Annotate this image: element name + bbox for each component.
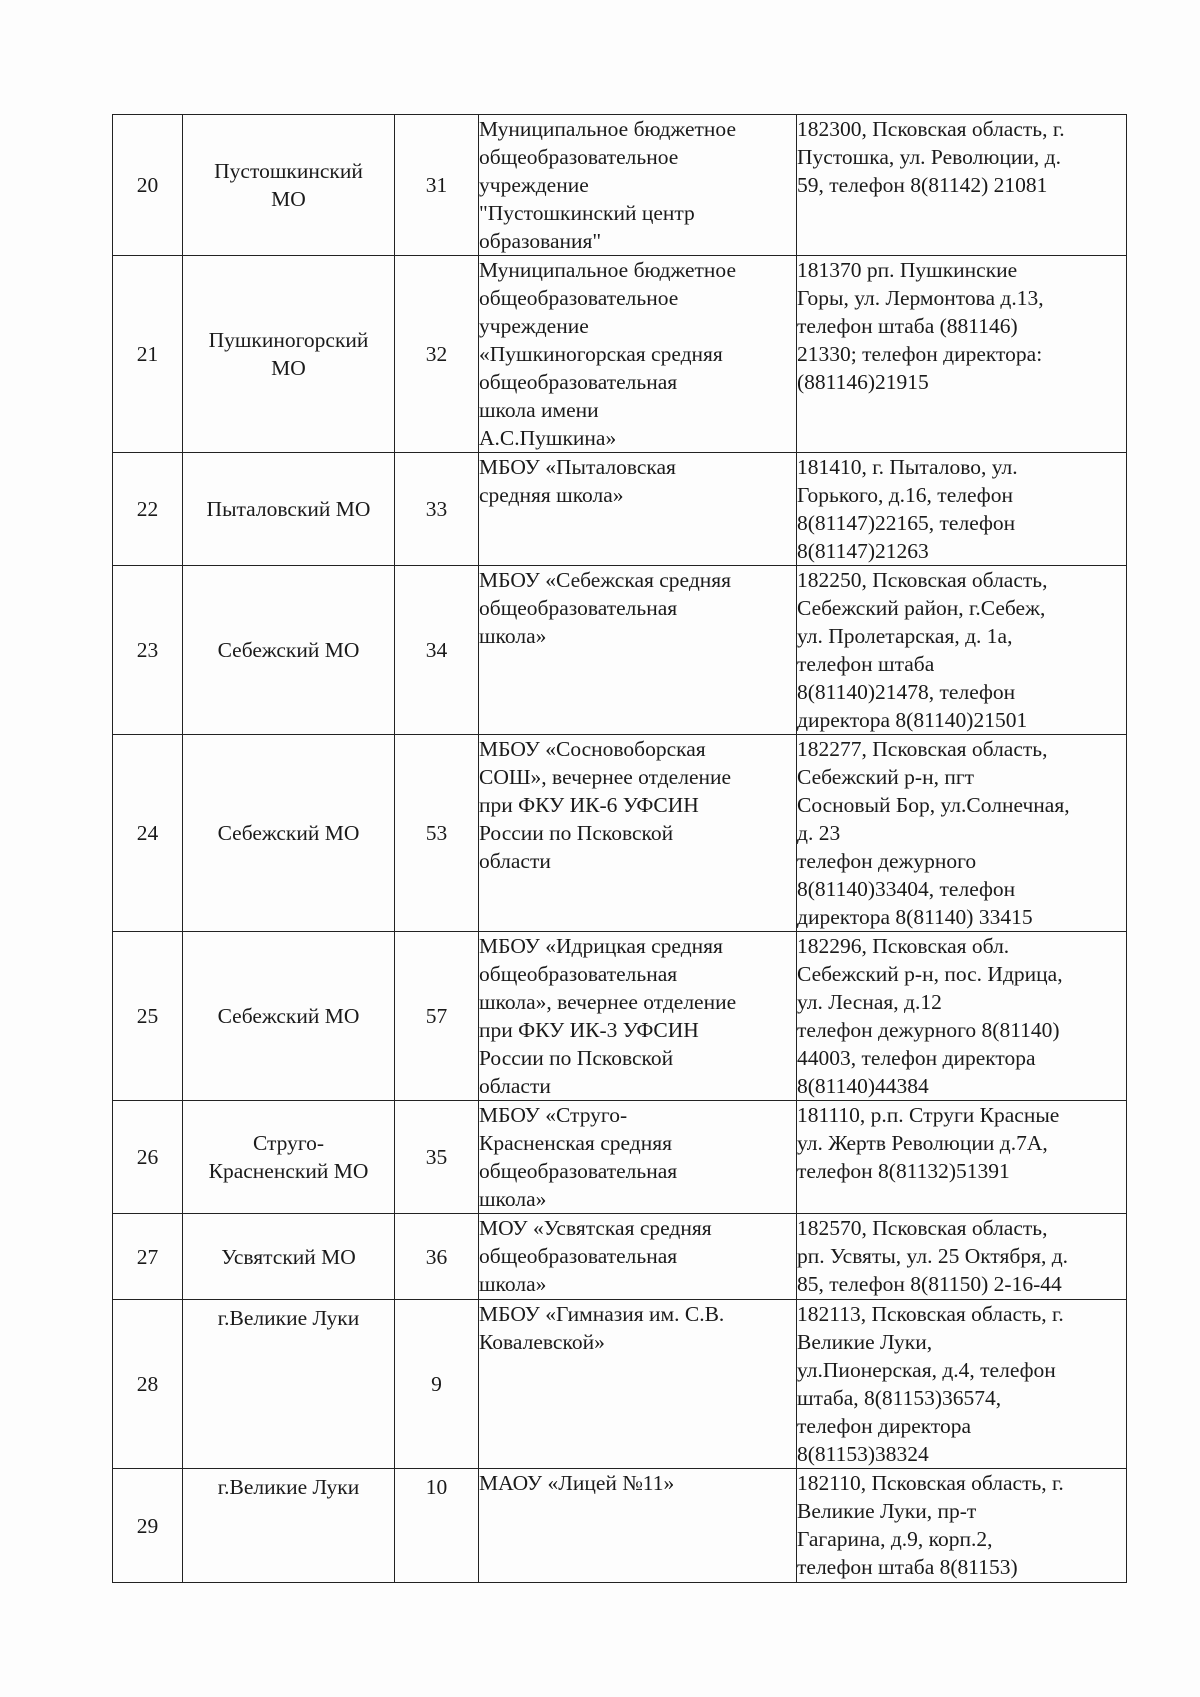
institution-cell — [479, 256, 797, 453]
institution-line: Муниципальное бюджетное — [479, 258, 736, 282]
address-line: 182277, Псковская область, — [797, 737, 1048, 761]
institution-line: "Пустошкинский центр — [479, 201, 695, 225]
address-line: 181110, р.п. Струги Красные — [797, 1103, 1060, 1127]
municipality-cell — [183, 115, 395, 256]
municipality-line: Пустошкинский — [214, 159, 363, 183]
address-line: штаба, 8(81153)36574, — [797, 1386, 1002, 1410]
address-line: 8(81147)22165, телефон — [797, 511, 1016, 535]
table-row — [113, 1300, 1127, 1469]
municipality-cell — [183, 1214, 395, 1300]
address-line: Себежский район, г.Себеж, — [797, 596, 1046, 620]
schools-table — [112, 114, 1127, 1583]
institution-line: области — [479, 1074, 551, 1098]
institution-line: МОУ «Усвятская средняя — [479, 1216, 712, 1240]
address-line: ул. Жертв Революции д.7А, — [797, 1131, 1048, 1155]
address-line: Горы, ул. Лермонтова д.13, — [797, 286, 1044, 310]
address-line: Пустошка, ул. Революции, д. — [797, 145, 1061, 169]
institution-line: Муниципальное бюджетное — [479, 117, 736, 141]
address-line: 59, телефон 8(81142) 21081 — [797, 173, 1048, 197]
municipality-cell — [183, 932, 395, 1101]
municipality-cell — [183, 1101, 395, 1214]
municipality-line: г.Великие Луки — [217, 1306, 360, 1330]
institution-line: средняя школа» — [479, 483, 624, 507]
address-line: директора 8(81140)21501 — [797, 708, 1028, 732]
institution-line: школа» — [479, 1272, 547, 1296]
code-cell: 32 — [395, 256, 479, 453]
institution-line: России по Псковской — [479, 1046, 674, 1070]
municipality-line: Себежский МО — [217, 821, 360, 845]
address-line: (881146)21915 — [797, 370, 929, 394]
institution-line: школа имени — [479, 398, 599, 422]
municipality-cell — [183, 566, 395, 735]
address-cell — [797, 932, 1127, 1101]
institution-line: «Пушкиногорская средняя — [479, 342, 723, 366]
code-cell: 36 — [395, 1214, 479, 1300]
address-line: 8(81140)33404, телефон — [797, 877, 1016, 901]
institution-cell — [479, 1101, 797, 1214]
address-line: 85, телефон 8(81150) 2-16-44 — [797, 1272, 1062, 1296]
address-line: 8(81140)44384 — [797, 1074, 929, 1098]
institution-line: при ФКУ ИК-6 УФСИН — [479, 793, 699, 817]
municipality-cell — [183, 256, 395, 453]
institution-cell — [479, 735, 797, 932]
table-row — [113, 932, 1127, 1101]
address-cell — [797, 1101, 1127, 1214]
institution-cell — [479, 566, 797, 735]
address-line: 182110, Псковская область, г. — [797, 1471, 1064, 1495]
code-cell: 35 — [395, 1101, 479, 1214]
code-cell: 57 — [395, 932, 479, 1101]
address-line: Великие Луки, пр-т — [797, 1499, 977, 1523]
municipality-line: Пыталовский МО — [206, 497, 371, 521]
institution-line: общеобразовательная — [479, 370, 678, 394]
address-line: 8(81140)21478, телефон — [797, 680, 1016, 704]
address-line: телефон дежурного — [797, 849, 977, 873]
address-line: телефон штаба — [797, 652, 935, 676]
code-cell: 33 — [395, 453, 479, 566]
municipality-line: Струго- — [252, 1131, 325, 1155]
row-number: 29 — [113, 1469, 183, 1583]
institution-line: общеобразовательное — [479, 286, 679, 310]
table-row — [113, 1469, 1127, 1583]
institution-cell — [479, 1214, 797, 1300]
address-line: Великие Луки, — [797, 1330, 933, 1354]
institution-line: общеобразовательная — [479, 962, 678, 986]
table-row — [113, 566, 1127, 735]
address-line: 182570, Псковская область, — [797, 1216, 1048, 1240]
address-cell — [797, 735, 1127, 932]
code-cell: 31 — [395, 115, 479, 256]
address-line: Гагарина, д.9, корп.2, — [797, 1527, 993, 1551]
address-line: телефон 8(81132)51391 — [797, 1159, 1010, 1183]
municipality-line: Усвятский МО — [221, 1244, 356, 1269]
address-line: директора 8(81140) 33415 — [797, 905, 1033, 929]
row-number: 21 — [113, 256, 183, 453]
institution-line: образования" — [479, 229, 602, 253]
address-line: телефон директора — [797, 1414, 972, 1438]
institution-line: при ФКУ ИК-3 УФСИН — [479, 1018, 699, 1042]
institution-line: МБОУ «Себежская средняя — [479, 568, 732, 592]
institution-line: учреждение — [479, 314, 589, 338]
institution-line: общеобразовательная — [479, 596, 678, 620]
address-line: д. 23 — [797, 821, 841, 845]
municipality-line: Себежский МО — [217, 638, 360, 662]
row-number: 26 — [113, 1101, 183, 1214]
municipality-line: Себежский МО — [217, 1004, 360, 1028]
code-cell: 34 — [395, 566, 479, 735]
address-line: 8(81147)21263 — [797, 539, 929, 563]
address-line: 181370 рп. Пушкинские — [797, 258, 1018, 282]
row-number: 24 — [113, 735, 183, 932]
municipality-line: Пушкиногорский — [208, 328, 369, 352]
institution-cell — [479, 453, 797, 566]
institution-cell — [479, 1469, 797, 1583]
institution-line: школа», вечернее отделение — [479, 990, 737, 1014]
institution-line: МБОУ «Пыталовская — [479, 455, 676, 479]
institution-line: области — [479, 849, 551, 873]
address-line: 8(81153)38324 — [797, 1442, 929, 1466]
municipality-line: г.Великие Луки — [217, 1475, 360, 1499]
institution-line: МАОУ «Лицей №11» — [479, 1471, 675, 1495]
address-cell — [797, 1300, 1127, 1469]
institution-line: А.С.Пушкина» — [479, 426, 617, 450]
address-line: 182250, Псковская область, — [797, 568, 1048, 592]
row-number: 22 — [113, 453, 183, 566]
address-line: ул. Лесная, д.12 — [797, 990, 942, 1014]
address-line: телефон штаба (881146) — [797, 314, 1018, 338]
municipality-cell — [183, 1469, 395, 1583]
address-cell — [797, 1214, 1127, 1300]
institution-cell — [479, 115, 797, 256]
address-line: телефон штаба 8(81153) — [797, 1555, 1018, 1579]
municipality-line: Красненский МО — [208, 1159, 369, 1183]
address-line: 181410, г. Пыталово, ул. — [797, 455, 1018, 479]
address-line: 21330; телефон директора: — [797, 342, 1043, 366]
table-row — [113, 1214, 1127, 1300]
institution-line: Красненская средняя — [479, 1131, 672, 1155]
institution-line: СОШ», вечернее отделение — [479, 765, 732, 789]
institution-line: МБОУ «Гимназия им. С.В. — [479, 1302, 725, 1326]
table-row — [113, 256, 1127, 453]
institution-line: МБОУ «Струго- — [479, 1103, 628, 1127]
address-cell — [797, 453, 1127, 566]
address-line: телефон дежурного 8(81140) — [797, 1018, 1060, 1042]
code-cell: 53 — [395, 735, 479, 932]
table-body — [113, 115, 1127, 1583]
row-number: 27 — [113, 1214, 183, 1300]
row-number: 25 — [113, 932, 183, 1101]
address-line: Себежский р-н, пос. Идрица, — [797, 962, 1063, 986]
address-line: Сосновый Бор, ул.Солнечная, — [797, 793, 1070, 817]
table-row — [113, 1101, 1127, 1214]
row-number: 28 — [113, 1300, 183, 1469]
table-row — [113, 453, 1127, 566]
institution-line: общеобразовательная — [479, 1244, 678, 1268]
municipality-cell — [183, 1300, 395, 1469]
address-cell — [797, 115, 1127, 256]
institution-line: общеобразовательная — [479, 1159, 678, 1183]
address-cell — [797, 566, 1127, 735]
institution-line: школа» — [479, 1187, 547, 1211]
address-line: ул.Пионерская, д.4, телефон — [797, 1358, 1056, 1382]
row-number: 20 — [113, 115, 183, 256]
municipality-line: МО — [271, 356, 306, 380]
institution-line: России по Псковской — [479, 821, 674, 845]
institution-line: общеобразовательное — [479, 145, 679, 169]
address-line: Горького, д.16, телефон — [797, 483, 1013, 507]
institution-cell — [479, 932, 797, 1101]
address-cell — [797, 1469, 1127, 1583]
municipality-cell — [183, 735, 395, 932]
address-line: рп. Усвяты, ул. 25 Октября, д. — [797, 1244, 1069, 1268]
address-line: 182296, Псковская обл. — [797, 934, 1010, 958]
code-cell: 10 — [395, 1469, 479, 1583]
table-row — [113, 115, 1127, 256]
institution-line: учреждение — [479, 173, 589, 197]
institution-cell — [479, 1300, 797, 1469]
institution-line: школа» — [479, 624, 547, 648]
institution-line: МБОУ «Сосновоборская — [479, 737, 706, 761]
address-line: 182113, Псковская область, г. — [797, 1302, 1064, 1326]
address-line: Себежский р-н, пгт — [797, 765, 975, 789]
address-line: 44003, телефон директора — [797, 1046, 1036, 1070]
institution-line: Ковалевской» — [479, 1330, 605, 1354]
municipality-line: МО — [271, 187, 306, 211]
institution-line: МБОУ «Идрицкая средняя — [479, 934, 723, 958]
code-cell: 9 — [395, 1300, 479, 1469]
address-line: 182300, Псковская область, г. — [797, 117, 1065, 141]
row-number: 23 — [113, 566, 183, 735]
municipality-cell — [183, 453, 395, 566]
table-row — [113, 735, 1127, 932]
address-cell — [797, 256, 1127, 453]
address-line: ул. Пролетарская, д. 1а, — [797, 624, 1013, 648]
